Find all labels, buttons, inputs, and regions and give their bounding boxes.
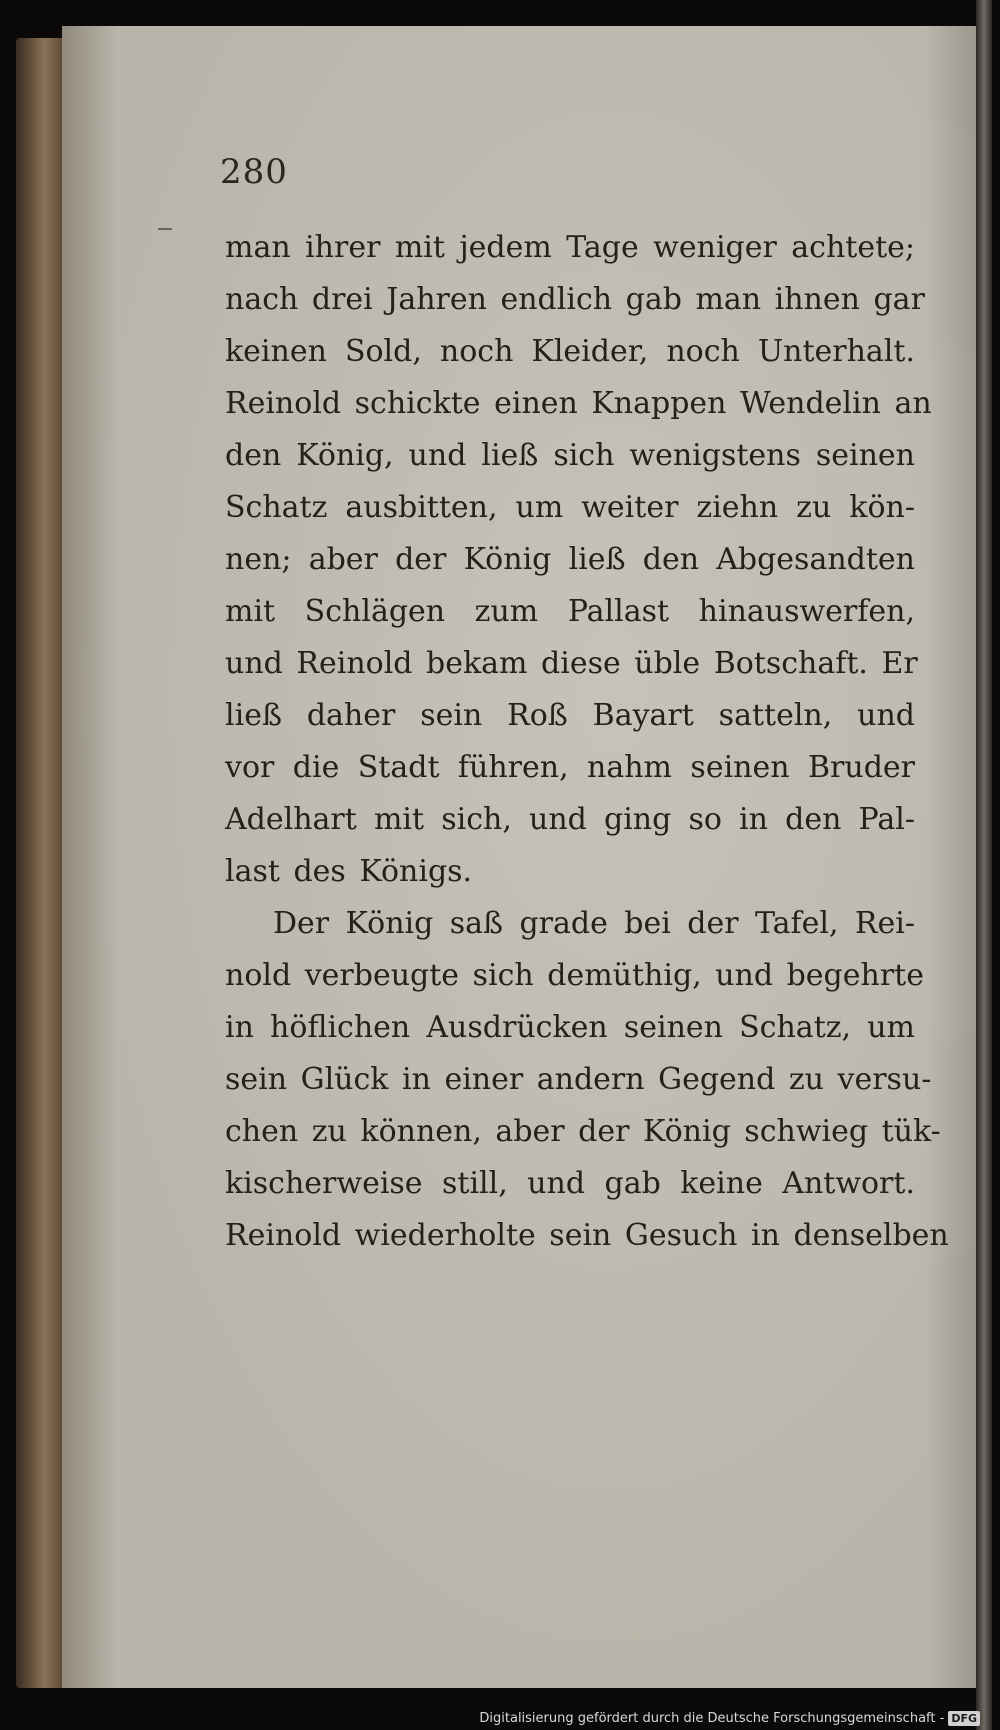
- page-number: 280: [220, 152, 288, 192]
- text-line: Reinold wiederholte sein Gesuch in denselben: [225, 1218, 949, 1253]
- text-line: nach drei Jahren endlich gab man ihnen gar: [225, 282, 925, 317]
- text-line: nold verbeugte sich demüthig, und begehrte: [225, 958, 924, 993]
- text-line: kischerweise still, und gab keine Antwort.: [225, 1166, 915, 1201]
- text-line: chen zu können, aber der König schwieg tük-: [225, 1114, 941, 1149]
- text-line: Schatz ausbitten, um weiter ziehn zu kön-: [225, 490, 915, 525]
- digitization-credit: [479, 1711, 980, 1726]
- text-line: in höflichen Ausdrücken seinen Schatz, um: [225, 1010, 915, 1045]
- text-line: mit Schlägen zum Pallast hinauswerfen,: [225, 594, 915, 629]
- page-edge: [976, 0, 992, 1730]
- dfg-logo: DFG: [948, 1711, 980, 1726]
- text-line: Adelhart mit sich, und ging so in den Pal-: [225, 802, 915, 837]
- book-spine: [16, 38, 64, 1688]
- text-line: ließ daher sein Roß Bayart satteln, und: [225, 698, 915, 733]
- credit-text: Digitalisierung gefördert durch die Deutsche Forschungsgemeinschaft -: [479, 1711, 945, 1726]
- margin-mark: [158, 228, 172, 230]
- text-line: Der König saß grade bei der Tafel, Rei-: [273, 906, 915, 941]
- text-line: den König, und ließ sich wenigstens seinen: [225, 438, 915, 473]
- text-line: nen; aber der König ließ den Abgesandten: [225, 542, 915, 577]
- text-line: keinen Sold, noch Kleider, noch Unterhalt.: [225, 334, 915, 369]
- text-line: Reinold schickte einen Knappen Wendelin an: [225, 386, 932, 421]
- text-line: sein Glück in einer andern Gegend zu versu-: [225, 1062, 932, 1097]
- text-line: vor die Stadt führen, nahm seinen Bruder: [225, 750, 915, 785]
- text-line: man ihrer mit jedem Tage weniger achtete;: [225, 230, 915, 265]
- page-text: [225, 222, 949, 1262]
- text-line: und Reinold bekam diese üble Botschaft. Er: [225, 646, 918, 681]
- text-line: last des Königs.: [225, 854, 473, 889]
